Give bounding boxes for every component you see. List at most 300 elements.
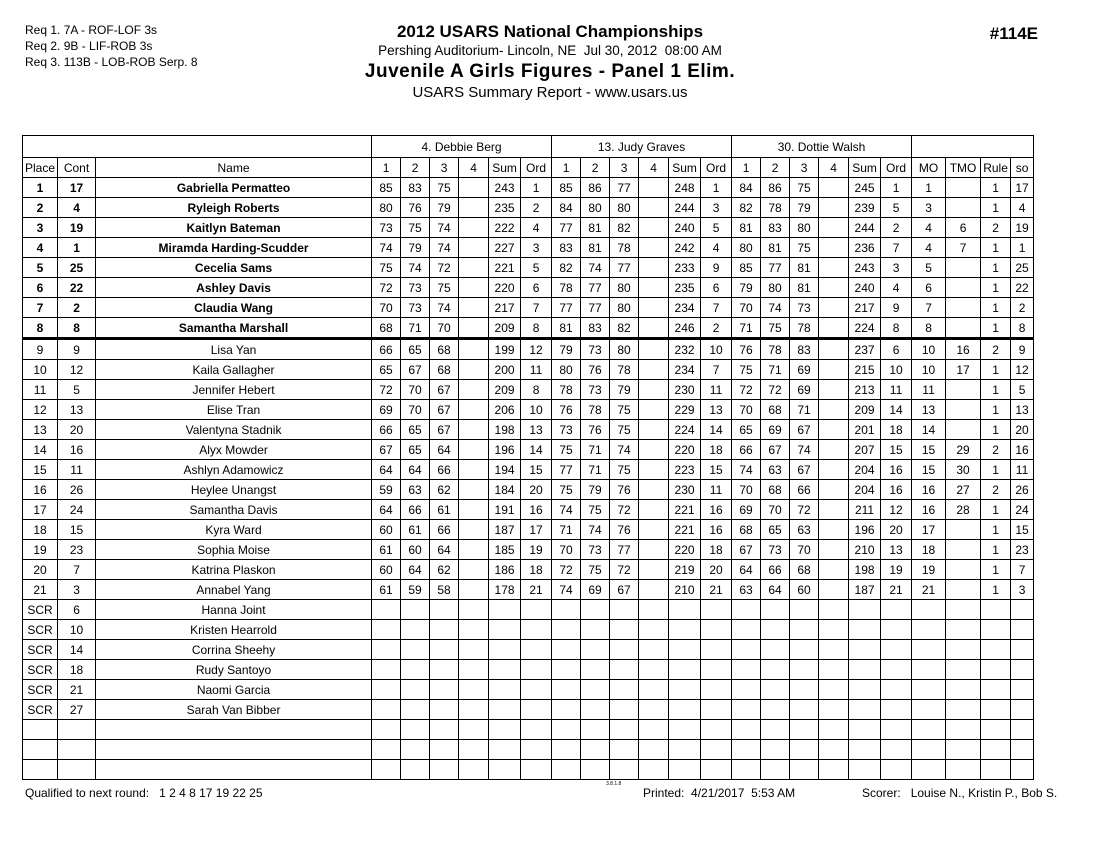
cell: 2 [701, 318, 732, 339]
cell [819, 480, 849, 500]
cell: 79 [430, 198, 459, 218]
cell [819, 198, 849, 218]
cell: 3 [58, 580, 96, 600]
cell [946, 520, 981, 540]
cell [23, 760, 58, 780]
cell: 4 [881, 278, 912, 298]
cell: 29 [946, 440, 981, 460]
cell: 75 [401, 218, 430, 238]
cell: 237 [849, 339, 881, 360]
cell: 76 [581, 360, 610, 380]
cell: 74 [430, 218, 459, 238]
cell: 201 [849, 420, 881, 440]
cell: 9 [23, 339, 58, 360]
venue-date-line: Pershing Auditorium- Lincoln, NE Jul 30, 2012 08:00 AM [378, 43, 722, 58]
cell: 221 [669, 520, 701, 540]
cell [610, 720, 639, 740]
cell [639, 298, 669, 318]
cell [819, 720, 849, 740]
cell: 210 [669, 580, 701, 600]
skater-name-cell: Kaitlyn Bateman [96, 218, 372, 238]
cell: 6 [912, 278, 946, 298]
cell: 13 [521, 420, 552, 440]
cell: 1 [981, 580, 1011, 600]
cell: 17 [23, 500, 58, 520]
result-row [23, 500, 1034, 520]
cell: 1 [981, 258, 1011, 278]
cell: 14 [521, 440, 552, 460]
cell: 69 [372, 400, 401, 420]
cell: 27 [58, 700, 96, 720]
cell: 196 [849, 520, 881, 540]
cell: 21 [881, 580, 912, 600]
cell: 13 [912, 400, 946, 420]
skater-name-cell: Samantha Davis [96, 500, 372, 520]
championship-title: 2012 USARS National Championships [396, 22, 704, 41]
cell: 79 [401, 238, 430, 258]
cell [912, 740, 946, 760]
cell [430, 600, 459, 620]
result-row [23, 339, 1034, 360]
cell [790, 620, 819, 640]
cell [849, 740, 881, 760]
cell: 75 [732, 360, 761, 380]
cell: 209 [489, 318, 521, 339]
cell [669, 720, 701, 740]
cell [819, 218, 849, 238]
cell: 22 [1011, 278, 1034, 298]
cell [459, 560, 489, 580]
cell [819, 660, 849, 680]
cell [401, 700, 430, 720]
requirement-3: Req 3. 113B - LOB-ROB Serp. 8 [25, 55, 198, 69]
result-row [23, 480, 1034, 500]
cell [372, 760, 401, 780]
cell [732, 700, 761, 720]
cell: 67 [790, 420, 819, 440]
cell [790, 660, 819, 680]
col-header-judge2-1: 1 [552, 158, 581, 178]
cell: 64 [372, 460, 401, 480]
skater-name-cell: Elise Tran [96, 400, 372, 420]
cell: 13 [1011, 400, 1034, 420]
cell: 1 [981, 540, 1011, 560]
cell [459, 400, 489, 420]
cell [459, 640, 489, 660]
cell: 77 [610, 178, 639, 198]
cell [430, 680, 459, 700]
cell: 1 [981, 360, 1011, 380]
cell [401, 600, 430, 620]
cell: 68 [790, 560, 819, 580]
cell: 72 [552, 560, 581, 580]
cell: 73 [581, 540, 610, 560]
cell: 60 [401, 540, 430, 560]
cell: 6 [881, 339, 912, 360]
cell: 16 [881, 460, 912, 480]
cell [732, 660, 761, 680]
cell [459, 258, 489, 278]
cell [459, 380, 489, 400]
cell: 30 [946, 460, 981, 480]
cell [912, 600, 946, 620]
cell: 1 [981, 420, 1011, 440]
cell: 3 [912, 198, 946, 218]
cell [946, 400, 981, 420]
cell: 65 [732, 420, 761, 440]
cell [819, 760, 849, 780]
cell: 219 [669, 560, 701, 580]
cell: 75 [790, 178, 819, 198]
cell [1011, 740, 1034, 760]
col-header-judge2-4: 4 [639, 158, 669, 178]
cell [669, 680, 701, 700]
cell: 67 [430, 420, 459, 440]
cell [372, 740, 401, 760]
cell [819, 600, 849, 620]
cell [819, 339, 849, 360]
cell: 72 [372, 278, 401, 298]
cell: 244 [849, 218, 881, 238]
cell [610, 760, 639, 780]
cell [639, 258, 669, 278]
cell: 66 [372, 420, 401, 440]
cell [946, 540, 981, 560]
cell [521, 640, 552, 660]
cell [459, 760, 489, 780]
cell [881, 600, 912, 620]
cell: 67 [372, 440, 401, 460]
cell [849, 660, 881, 680]
col-header-judge1-1: 1 [372, 158, 401, 178]
cell: 17 [58, 178, 96, 198]
cell: 82 [610, 218, 639, 238]
skater-name-cell [96, 720, 372, 740]
judge-row-left-spacer [23, 136, 372, 158]
cell [669, 740, 701, 760]
cell: 1 [981, 520, 1011, 540]
cell: 65 [761, 520, 790, 540]
cell: 13 [58, 400, 96, 420]
skater-name-cell: Alyx Mowder [96, 440, 372, 460]
cell [610, 740, 639, 760]
cell: 2 [881, 218, 912, 238]
cell: 14 [701, 420, 732, 440]
cell [639, 440, 669, 460]
cell: 14 [881, 400, 912, 420]
cell: 28 [946, 500, 981, 520]
cell: 64 [430, 540, 459, 560]
cell: 235 [489, 198, 521, 218]
cell: 222 [489, 218, 521, 238]
cell: 16 [912, 480, 946, 500]
cell: 10 [912, 339, 946, 360]
cell [946, 298, 981, 318]
cell [459, 700, 489, 720]
cell: 70 [732, 298, 761, 318]
cell: 19 [58, 218, 96, 238]
cell [981, 740, 1011, 760]
cell [639, 660, 669, 680]
cell: 16 [521, 500, 552, 520]
cell: 79 [610, 380, 639, 400]
cell: 3 [521, 238, 552, 258]
cell [946, 580, 981, 600]
cell: 78 [581, 400, 610, 420]
cell [430, 620, 459, 640]
cell: 70 [761, 500, 790, 520]
cell: 186 [489, 560, 521, 580]
cell [701, 640, 732, 660]
col-header-cont: Cont [58, 158, 96, 178]
cell: 73 [581, 339, 610, 360]
qualified-numbers: 1 2 4 8 17 19 22 25 [159, 786, 263, 800]
cell: 209 [849, 400, 881, 420]
cell: 80 [372, 198, 401, 218]
cell: 9 [881, 298, 912, 318]
cell: 63 [732, 580, 761, 600]
scratched-row [23, 700, 1034, 720]
cell: 12 [521, 339, 552, 360]
cell: 82 [732, 198, 761, 218]
cell [552, 700, 581, 720]
cell [881, 680, 912, 700]
cell: 78 [761, 339, 790, 360]
cell: 19 [881, 560, 912, 580]
cell: 8 [1011, 318, 1034, 339]
cell: 86 [581, 178, 610, 198]
cell: 5 [701, 218, 732, 238]
cell [430, 760, 459, 780]
cell: 79 [732, 278, 761, 298]
cell [790, 700, 819, 720]
cell: 15 [23, 460, 58, 480]
empty-row [23, 720, 1034, 740]
cell [639, 680, 669, 700]
cell: 16 [701, 520, 732, 540]
cell: 5 [881, 198, 912, 218]
judge-name-1: 4. Debbie Berg [372, 136, 552, 158]
cell [946, 740, 981, 760]
cell: 16 [23, 480, 58, 500]
cell: 2 [981, 440, 1011, 460]
cell [819, 620, 849, 640]
cell [669, 660, 701, 680]
cell: 20 [23, 560, 58, 580]
cell: 61 [372, 580, 401, 600]
col-header-judge3-3: 3 [790, 158, 819, 178]
cell: 198 [489, 420, 521, 440]
cell: 21 [58, 680, 96, 700]
cell: 73 [761, 540, 790, 560]
col-header-mo: MO [912, 158, 946, 178]
cell: 3 [701, 198, 732, 218]
cell: 10 [521, 400, 552, 420]
cell: 196 [489, 440, 521, 460]
cell: 22 [58, 278, 96, 298]
cell: 80 [581, 198, 610, 218]
skater-name-cell: Ashlyn Adamowicz [96, 460, 372, 480]
cell [849, 620, 881, 640]
cell: 64 [732, 560, 761, 580]
cell: 185 [489, 540, 521, 560]
cell [819, 640, 849, 660]
cell [981, 660, 1011, 680]
cell: 71 [401, 318, 430, 339]
cell: 204 [849, 460, 881, 480]
cell: 7 [881, 238, 912, 258]
cell: 71 [552, 520, 581, 540]
cell: 215 [849, 360, 881, 380]
cell: 66 [430, 520, 459, 540]
cell: 61 [430, 500, 459, 520]
cell [23, 720, 58, 740]
cell: 20 [1011, 420, 1034, 440]
cell: 25 [1011, 258, 1034, 278]
cell [459, 420, 489, 440]
cell: 66 [401, 500, 430, 520]
cell [552, 680, 581, 700]
cell: 66 [372, 339, 401, 360]
skater-name-cell: Gabriella Permatteo [96, 178, 372, 198]
printed-timestamp: Printed: 4/21/2017 5:53 AM [643, 786, 796, 800]
cell: 66 [732, 440, 761, 460]
cell: 73 [790, 298, 819, 318]
cell: 15 [912, 440, 946, 460]
cell [946, 198, 981, 218]
event-title: Juvenile A Girls Figures - Panel 1 Elim. [364, 61, 736, 82]
col-header-judge1-4: 4 [459, 158, 489, 178]
cell [430, 640, 459, 660]
cell: 7 [23, 298, 58, 318]
cell: 81 [552, 318, 581, 339]
cell [372, 700, 401, 720]
cell: 77 [610, 540, 639, 560]
cell: 1 [58, 238, 96, 258]
cell: 6 [521, 278, 552, 298]
cell [459, 600, 489, 620]
cell [1011, 640, 1034, 660]
cell: 80 [610, 339, 639, 360]
result-row [23, 520, 1034, 540]
skater-name-cell: Miramda Harding-Scudder [96, 238, 372, 258]
result-row [23, 420, 1034, 440]
cell: 67 [732, 540, 761, 560]
cell [521, 700, 552, 720]
cell [946, 278, 981, 298]
cell [401, 680, 430, 700]
cell: 79 [790, 198, 819, 218]
cell: 78 [610, 238, 639, 258]
cell: 243 [489, 178, 521, 198]
cell: 75 [430, 278, 459, 298]
cell [489, 640, 521, 660]
cell: SCR [23, 640, 58, 660]
cell: 24 [1011, 500, 1034, 520]
cell: 69 [790, 360, 819, 380]
cell: 220 [669, 540, 701, 560]
cell [372, 620, 401, 640]
cell [790, 760, 819, 780]
cell: 246 [669, 318, 701, 339]
cell [639, 218, 669, 238]
cell [639, 740, 669, 760]
cell: 1 [981, 380, 1011, 400]
cell [639, 178, 669, 198]
cell: 77 [552, 460, 581, 480]
cell [790, 680, 819, 700]
cell: 1 [981, 500, 1011, 520]
cell [459, 339, 489, 360]
cell: 72 [372, 380, 401, 400]
cell: 2 [981, 339, 1011, 360]
cell: 71 [581, 460, 610, 480]
cell: 199 [489, 339, 521, 360]
cell: 235 [669, 278, 701, 298]
cell: 11 [701, 380, 732, 400]
cell: 178 [489, 580, 521, 600]
cell [819, 700, 849, 720]
cell [732, 640, 761, 660]
cell [946, 420, 981, 440]
cell [430, 660, 459, 680]
col-header-judge2-2: 2 [581, 158, 610, 178]
cell [521, 660, 552, 680]
cell [521, 760, 552, 780]
cell: 63 [401, 480, 430, 500]
cell: 12 [881, 500, 912, 520]
cell [459, 460, 489, 480]
cell: SCR [23, 600, 58, 620]
cell [701, 620, 732, 640]
cell: 77 [610, 258, 639, 278]
cell: 80 [761, 278, 790, 298]
cell: 78 [761, 198, 790, 218]
cell: 9 [1011, 339, 1034, 360]
cell: 74 [372, 238, 401, 258]
cell [372, 660, 401, 680]
judge-name-2: 13. Judy Graves [552, 136, 732, 158]
cell [58, 720, 96, 740]
cell: 10 [23, 360, 58, 380]
cell: 67 [610, 580, 639, 600]
cell: SCR [23, 660, 58, 680]
cell: 67 [401, 360, 430, 380]
cell: 68 [732, 520, 761, 540]
cell: 79 [581, 480, 610, 500]
title-block [0, 22, 1100, 103]
cell [639, 400, 669, 420]
skater-name-cell: Claudia Wang [96, 298, 372, 318]
skater-name-cell: Lisa Yan [96, 339, 372, 360]
cell: 11 [23, 380, 58, 400]
cell: 245 [849, 178, 881, 198]
cell: SCR [23, 620, 58, 640]
cell [761, 740, 790, 760]
cell: 16 [912, 500, 946, 520]
cell: 77 [581, 298, 610, 318]
cell: 16 [58, 440, 96, 460]
cell [819, 298, 849, 318]
cell: 187 [489, 520, 521, 540]
cell: 85 [372, 178, 401, 198]
cell [459, 680, 489, 700]
result-row [23, 318, 1034, 339]
cell: 4 [1011, 198, 1034, 218]
cell: 75 [610, 400, 639, 420]
cell [639, 640, 669, 660]
cell [981, 720, 1011, 740]
